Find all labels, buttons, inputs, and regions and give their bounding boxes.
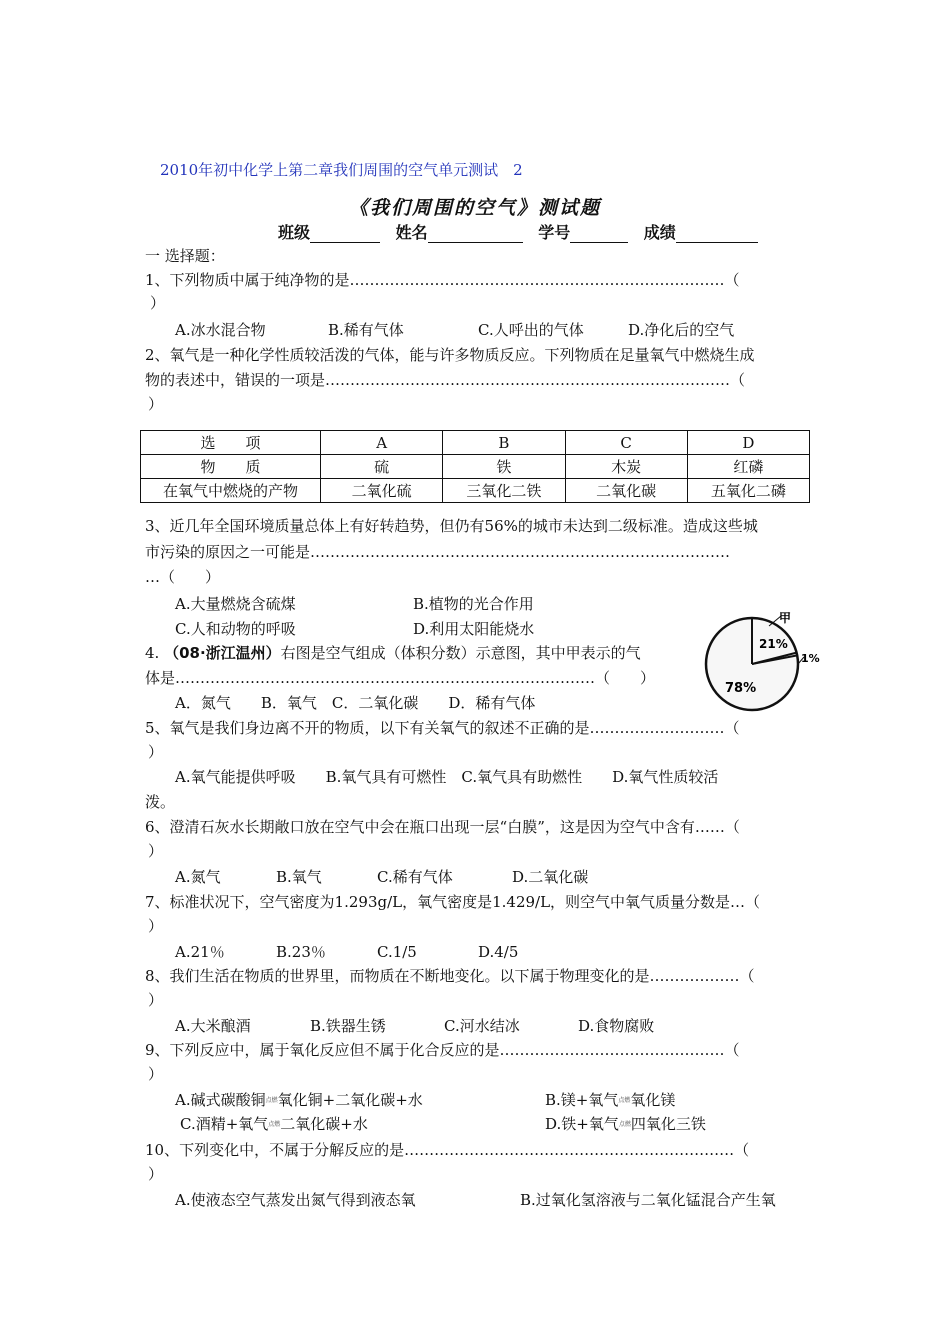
q9-c-reactant: C.酒精+氧气: [180, 1115, 269, 1133]
section-heading: 一 选择题：: [145, 247, 225, 265]
number-blank[interactable]: [570, 226, 628, 243]
q9-a-product: 氧化铜+二氧化碳+水: [277, 1091, 423, 1109]
table-cell: 红磷: [687, 455, 809, 479]
table-row: [141, 455, 810, 479]
q9-b-product: 氧化镁: [630, 1091, 676, 1109]
q2-stem-line1: 2、氧气是一种化学性质较活泼的气体，能与许多物质反应。下列物质在足量氧气中燃烧生成: [145, 346, 755, 364]
q3-option-a: A.大量燃烧含硫煤: [175, 595, 296, 613]
score-blank[interactable]: [676, 226, 758, 243]
slice-label-21: 21%: [759, 637, 788, 651]
table-row: [141, 431, 810, 455]
table-cell: C: [565, 431, 687, 455]
q9-option-b: [545, 1090, 675, 1111]
reaction-condition: 点燃: [618, 1097, 631, 1104]
q1-option-b: B.稀有气体: [328, 321, 404, 339]
q3-option-d: D.利用太阳能烧水: [413, 620, 535, 638]
q6-option-c: C.稀有气体: [377, 868, 453, 886]
air-composition-pie-chart: [697, 611, 820, 712]
q9-a-reactant: A.碱式碳酸铜: [175, 1091, 266, 1109]
q1-stem: 1、下列物质中属于纯净物的是…………………………………………………………………（: [145, 271, 740, 289]
table-cell: A: [321, 431, 443, 455]
page-title: 《我们周围的空气》测试题: [348, 197, 601, 219]
q9-d-reactant: D.铁+氧气: [545, 1115, 619, 1133]
score-label: 成绩: [643, 223, 676, 242]
q8-option-a: A.大米酿酒: [175, 1017, 251, 1035]
table-cell: B: [443, 431, 565, 455]
q6-stem: 6、澄清石灰水长期敞口放在空气中会在瓶口出现一层“白膜”，这是因为空气中含有……（: [145, 818, 740, 836]
table-cell: 铁: [443, 455, 565, 479]
q9-option-d: [545, 1114, 706, 1135]
q10-close: ）: [148, 1165, 164, 1183]
q1-option-d: D.净化后的空气: [628, 321, 735, 339]
reaction-condition: 点燃: [268, 1121, 281, 1128]
q6-option-d: D.二氧化碳: [512, 868, 589, 886]
q1-option-c: C.人呼出的气体: [478, 321, 584, 339]
student-info-line: [278, 220, 768, 243]
class-blank[interactable]: [310, 226, 380, 243]
name-blank[interactable]: [428, 226, 523, 243]
q2-close: ）: [148, 395, 164, 413]
q5-close: ）: [148, 743, 164, 761]
q9-stem: 9、下列反应中，属于氧化反应但不属于化合反应的是………………………………………（: [145, 1041, 740, 1059]
reaction-condition: 点燃: [618, 1121, 631, 1128]
q3-option-b: B.植物的光合作用: [413, 595, 534, 613]
table-cell: 五氧化二磷: [687, 479, 809, 503]
table-cell: 二氧化硫: [321, 479, 443, 503]
q7-option-d: D.4/5: [478, 943, 519, 961]
slice-label-1: 1%: [801, 652, 820, 665]
q9-d-product: 四氧化三铁: [630, 1115, 706, 1133]
q8-option-b: B.铁器生锈: [310, 1017, 386, 1035]
q3-stem-line1: 3、近几年全国环境质量总体上有好转趋势，但仍有56%的城市未达到二级标准。造成这些城: [145, 517, 758, 535]
q9-close: ）: [148, 1065, 164, 1083]
table-cell: 硫: [321, 455, 443, 479]
q5-stem: 5、氧气是我们身边离不开的物质，以下有关氧气的叙述不正确的是………………………（: [145, 719, 740, 737]
class-label: 班级: [278, 223, 311, 242]
q4-stem-line1: [145, 643, 641, 663]
table-row: [141, 479, 810, 503]
q1-option-a: A.冰水混合物: [175, 321, 266, 339]
table-cell: 选 项: [141, 431, 321, 455]
table-cell: 物 质: [141, 455, 321, 479]
table-cell: 二氧化碳: [565, 479, 687, 503]
q3-stem-line3: …（ ）: [145, 568, 221, 586]
number-label: 学号: [538, 223, 571, 242]
q9-c-product: 二氧化碳+水: [280, 1115, 368, 1133]
name-label: 姓名: [395, 223, 428, 242]
q7-option-c: C.1/5: [377, 943, 417, 961]
q2-table: [140, 430, 810, 503]
q9-option-c: [180, 1114, 368, 1135]
q5-options: A.氧气能提供呼吸 B.氧气具有可燃性 C.氧气具有助燃性 D.氧气性质较活: [175, 768, 719, 786]
table-cell: 在氧气中燃烧的产物: [141, 479, 321, 503]
reaction-condition: 点燃: [265, 1097, 278, 1104]
q9-option-a: [175, 1090, 423, 1111]
q6-close: ）: [148, 842, 164, 860]
pie-annotation-label: 甲: [779, 611, 792, 625]
q8-option-d: D.食物腐败: [578, 1017, 655, 1035]
q10-option-a: A.使液态空气蒸发出氮气得到液态氧: [175, 1191, 416, 1209]
document-header-link[interactable]: 2010年初中化学上第二章我们周围的空气单元测试 2: [160, 161, 523, 179]
q10-option-b: B.过氧化氢溶液与二氧化锰混合产生氧: [520, 1191, 776, 1209]
q5-options-wrap: 泼。: [145, 793, 176, 811]
q9-b-reactant: B.镁+氧气: [545, 1091, 619, 1109]
q7-stem: 7、标准状况下，空气密度为1.293g/L，氧气密度是1.429/L，则空气中氧气质量分数是…（: [145, 893, 761, 911]
q2-stem-line2: 物的表述中，错误的一项是………………………………………………………………………（: [145, 371, 746, 389]
q6-option-b: B.氧气: [276, 868, 322, 886]
q3-option-c: C.人和动物的呼吸: [175, 620, 296, 638]
table-cell: 木炭: [565, 455, 687, 479]
q3-stem-line2: 市污染的原因之一可能是…………………………………………………………………………: [145, 543, 731, 561]
q4-stem-text: 右图是空气组成（体积分数）示意图，其中甲表示的气: [280, 644, 641, 662]
table-cell: 三氧化二铁: [443, 479, 565, 503]
q4-source: （08·浙江温州）: [164, 644, 281, 662]
table-cell: D: [687, 431, 809, 455]
q6-option-a: A.氮气: [175, 868, 221, 886]
q4-number: 4.: [145, 644, 165, 662]
q4-stem-line2: 体是…………………………………………………………………………（ ）: [145, 669, 656, 687]
q7-close: ）: [148, 917, 164, 935]
q1-close: ）: [150, 294, 166, 312]
q4-options: A．氮气 B．氧气 C．二氧化碳 D．稀有气体: [175, 694, 536, 712]
q7-option-a: A.21％: [175, 943, 225, 961]
q7-option-b: B.23％: [276, 943, 326, 961]
slice-label-78: 78%: [725, 681, 757, 696]
q8-option-c: C.河水结冰: [444, 1017, 520, 1035]
q10-stem: 10、下列变化中，不属于分解反应的是…………………………………………………………（: [145, 1141, 750, 1159]
q8-close: ）: [148, 991, 164, 1009]
q8-stem: 8、我们生活在物质的世界里，而物质在不断地变化。以下属于物理变化的是………………（: [145, 967, 755, 985]
